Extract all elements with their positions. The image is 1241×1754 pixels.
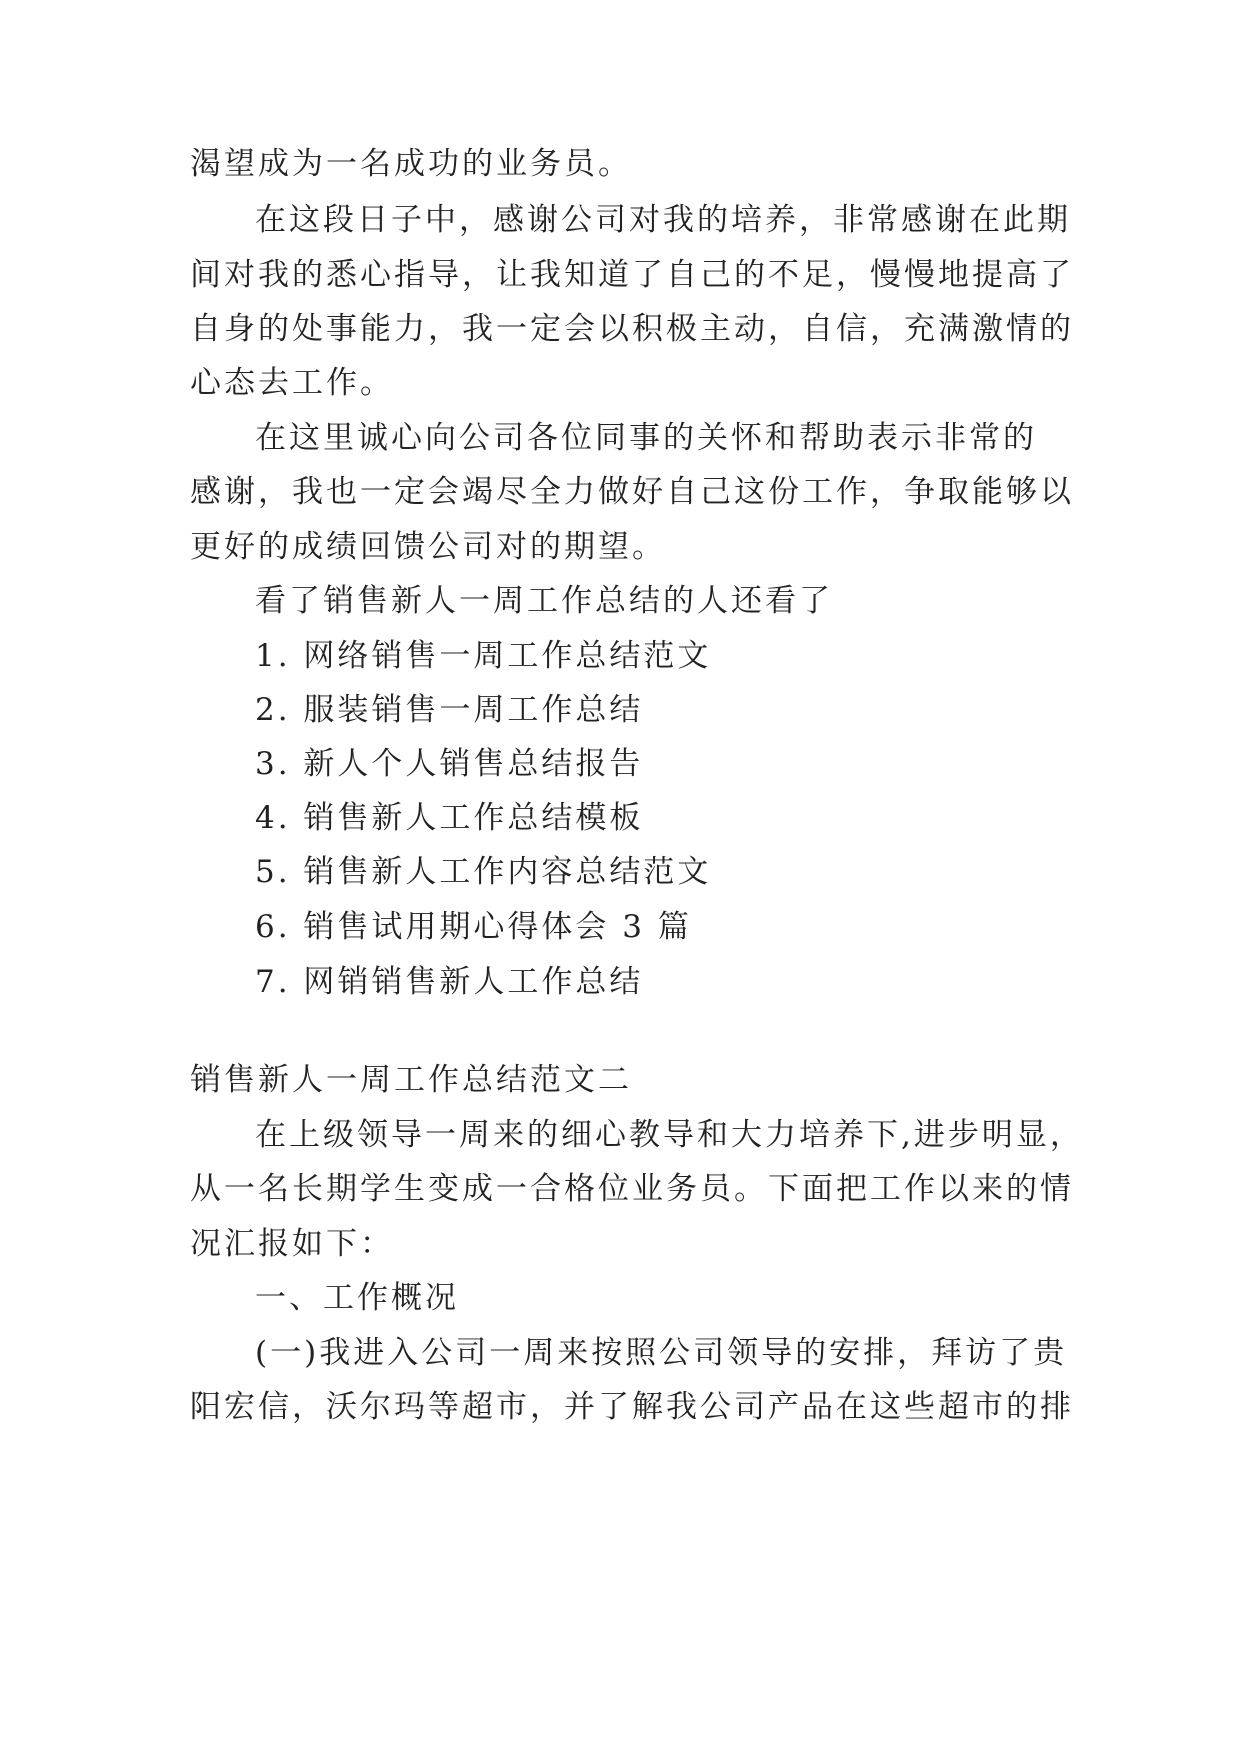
paragraph-line: (一)我进入公司一周来按照公司领导的安排，拜访了贵: [255, 1335, 1068, 1371]
paragraph-line: 从一名长期学生变成一合格位业务员。下面把工作以来的情: [190, 1171, 1074, 1207]
paragraph-line: 感谢，我也一定会竭尽全力做好自己这份工作，争取能够以: [190, 474, 1074, 510]
related-item: 4. 销售新人工作总结模板: [255, 800, 644, 836]
related-item: 3. 新人个人销售总结报告: [255, 746, 644, 782]
related-item: 2. 服装销售一周工作总结: [255, 692, 644, 728]
related-item: 6. 销售试用期心得体会 3 篇: [255, 909, 692, 945]
paragraph-line: 渴望成为一名成功的业务员。: [190, 146, 632, 182]
paragraph-line: 在这里诚心向公司各位同事的关怀和帮助表示非常的: [255, 420, 1037, 456]
paragraph-line: 在这段日子中，感谢公司对我的培养，非常感谢在此期: [255, 202, 1071, 238]
related-item: 7. 网销销售新人工作总结: [255, 964, 644, 1000]
paragraph-line: 更好的成绩回馈公司对的期望。: [190, 529, 666, 565]
paragraph-line: 在上级领导一周来的细心教导和大力培养下,进步明显，: [255, 1117, 1084, 1153]
related-heading: 看了销售新人一周工作总结的人还看了: [255, 583, 833, 619]
related-item: 5. 销售新人工作内容总结范文: [255, 854, 712, 890]
subheading: 一、工作概况: [255, 1280, 459, 1316]
related-item: 1. 网络销售一周工作总结范文: [255, 638, 712, 674]
paragraph-line: 心态去工作。: [190, 365, 394, 401]
paragraph-line: 间对我的悉心指导，让我知道了自己的不足，慢慢地提高了: [190, 257, 1074, 293]
section-title: 销售新人一周工作总结范文二: [190, 1062, 632, 1098]
paragraph-line: 阳宏信，沃尔玛等超市，并了解我公司产品在这些超市的排: [190, 1389, 1074, 1425]
paragraph-line: 况汇报如下：: [190, 1226, 394, 1262]
paragraph-line: 自身的处事能力，我一定会以积极主动，自信，充满激情的: [190, 311, 1074, 347]
